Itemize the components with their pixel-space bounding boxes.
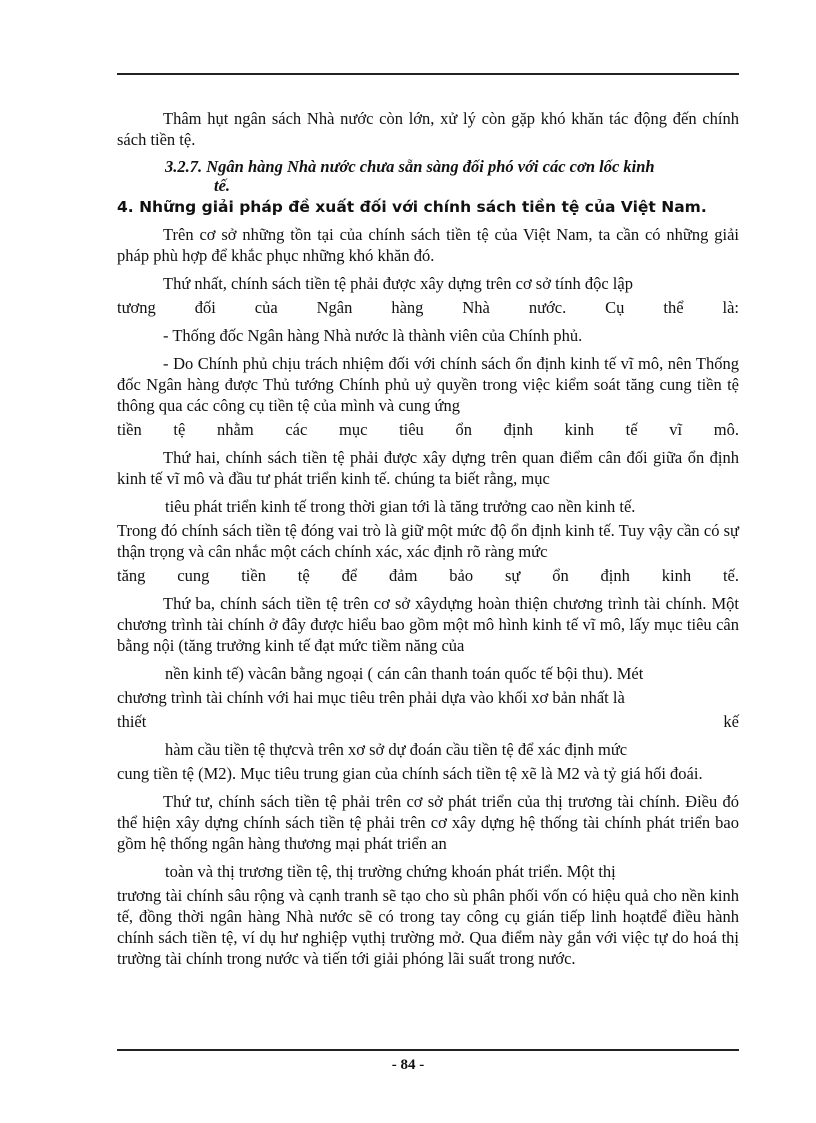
paragraph-intro: Trên cơ sở những tồn tại của chính sách tiền tệ của Việt Nam, ta cần có những giải pháp phù hợp để khắc phục những khó khăn đó. xyxy=(117,225,739,265)
section-heading-4: 4. Những giải pháp đề xuất đối với chính sách tiền tệ của Việt Nam. xyxy=(117,198,707,216)
bullet-government-last: tiền tệ nhằm các mục tiêu ổn định kinh tế vĩ mô. xyxy=(117,420,739,439)
paragraph-budget-deficit: Thâm hụt ngân sách Nhà nước còn lớn, xử lý còn gặp khó khăn tác động đến chính sách tiền tệ. xyxy=(117,109,739,149)
subsection-heading-line2: tế. xyxy=(214,176,231,195)
paragraph-second-cont-first: tiêu phát triển kinh tế trong thời gian tới là tăng trưởng cao nền kinh tế. xyxy=(165,497,636,516)
page-body xyxy=(117,108,739,976)
paragraph-second-cont-main: Trong đó chính sách tiền tệ đóng vai trò là giữ một mức độ ổn định kinh tế. Tuy vậy cần có sự thận trọng và cân nhắc một cách chính xác, xác định rõ ràng mức xyxy=(117,521,739,561)
paragraph-fourth: Thứ tư, chính sách tiền tệ phải trên cơ sở phát triển của thị trương tài chính. Điều đó thể hiện xây dựng chính sách tiền tệ phải trên cơ xây dựng hệ thống tài chính phát triển bao gồm hệ thống ngân hàng thương mại phát triển an xyxy=(117,792,739,853)
paragraph-third-cont-first: nền kinh tế) vàcân bằng ngoại ( cán cân thanh toán quốc tế bội thu). Mét xyxy=(165,664,644,683)
paragraph-first-line2: tương đối của Ngân hàng Nhà nước. Cụ thể là: xyxy=(117,298,739,317)
paragraph-second: Thứ hai, chính sách tiền tệ phải được xây dựng trên quan điểm cân đối giữa ổn định kinh tế vĩ mô và đầu tư phát triển kinh tế. chúng ta biết rằng, mục xyxy=(117,448,739,488)
paragraph-fourth-cont-rest: trương tài chính sâu rộng và cạnh tranh sẽ tạo cho sù phân phối vốn có hiệu quả cho nền kinh tế, đồng thời ngân hàng Nhà nước sẽ có trong tay công cụ gián tiếp linh hoạtđể điều hành chính sách tiền tệ, ví dụ hư nghiệp vụthị trường mở. Qua điểm này gắn với việc tự do hoá thị trường tài chính trong nước và tiến tới giải phóng lãi suất trong nước. xyxy=(117,886,739,968)
paragraph-demand-first: hàm cầu tiền tệ thựcvà trên xơ sở dự đoán cầu tiền tệ để xác định mức xyxy=(165,740,628,759)
paragraph-demand-rest: cung tiền tệ (M2). Mục tiêu trung gian của chính sách tiền tệ xẽ là M2 và tỷ giá hối đoái. xyxy=(117,764,703,783)
paragraph-fourth-cont-first: toàn và thị trương tiền tệ, thị trường chứng khoán phát triển. Một thị xyxy=(165,862,616,881)
paragraph-third: Thứ ba, chính sách tiền tệ trên cơ sở xâydựng hoàn thiện chương trình tài chính. Một chương trình tài chính ở đây được hiểu bao gồm một mô hình kinh tế vĩ mô, lấy mục tiêu cân bằng nội (tăng trưởng kinh tế đạt mức tiềm năng của xyxy=(117,594,739,655)
header-rule xyxy=(117,73,739,75)
subsection-heading-3-2-7 xyxy=(117,157,739,195)
footer-rule xyxy=(117,1049,739,1051)
paragraph-first-line1 xyxy=(117,273,739,294)
paragraph-third-cont-main: chương trình tài chính với hai mục tiêu trên phải dựa vào khối xơ bản nhất là xyxy=(117,688,625,707)
bullet-governor: - Thống đốc Ngân hàng Nhà nước là thành viên của Chính phủ. xyxy=(163,326,583,345)
paragraph-third-cont-split xyxy=(117,711,739,732)
word-ke: kế xyxy=(723,712,739,731)
page-number: - 84 - xyxy=(391,1057,425,1073)
word-thiet: thiết xyxy=(117,712,147,731)
paragraph-second-cont-last: tăng cung tiền tệ để đảm bảo sự ổn định kinh tế. xyxy=(117,566,739,585)
subsection-heading-line1: 3.2.7. Ngân hàng Nhà nước chưa sẵn sàng đối phó với các cơn lốc kinh xyxy=(165,157,655,176)
first-solution-text: Thứ nhất, chính sách tiền tệ phải được xây dựng trên cơ sở tính độc lập xyxy=(163,274,633,293)
bullet-government-main: - Do Chính phủ chịu trách nhiệm đối với chính sách ổn định kinh tế vĩ mô, nên Thống đốc Ngân hàng được Thủ tướng Chính phủ uỷ quyền trong việc kiểm soát tăng cung tiền tệ thông qua các công cụ tiền tệ của mình và cung ứng xyxy=(117,354,739,415)
